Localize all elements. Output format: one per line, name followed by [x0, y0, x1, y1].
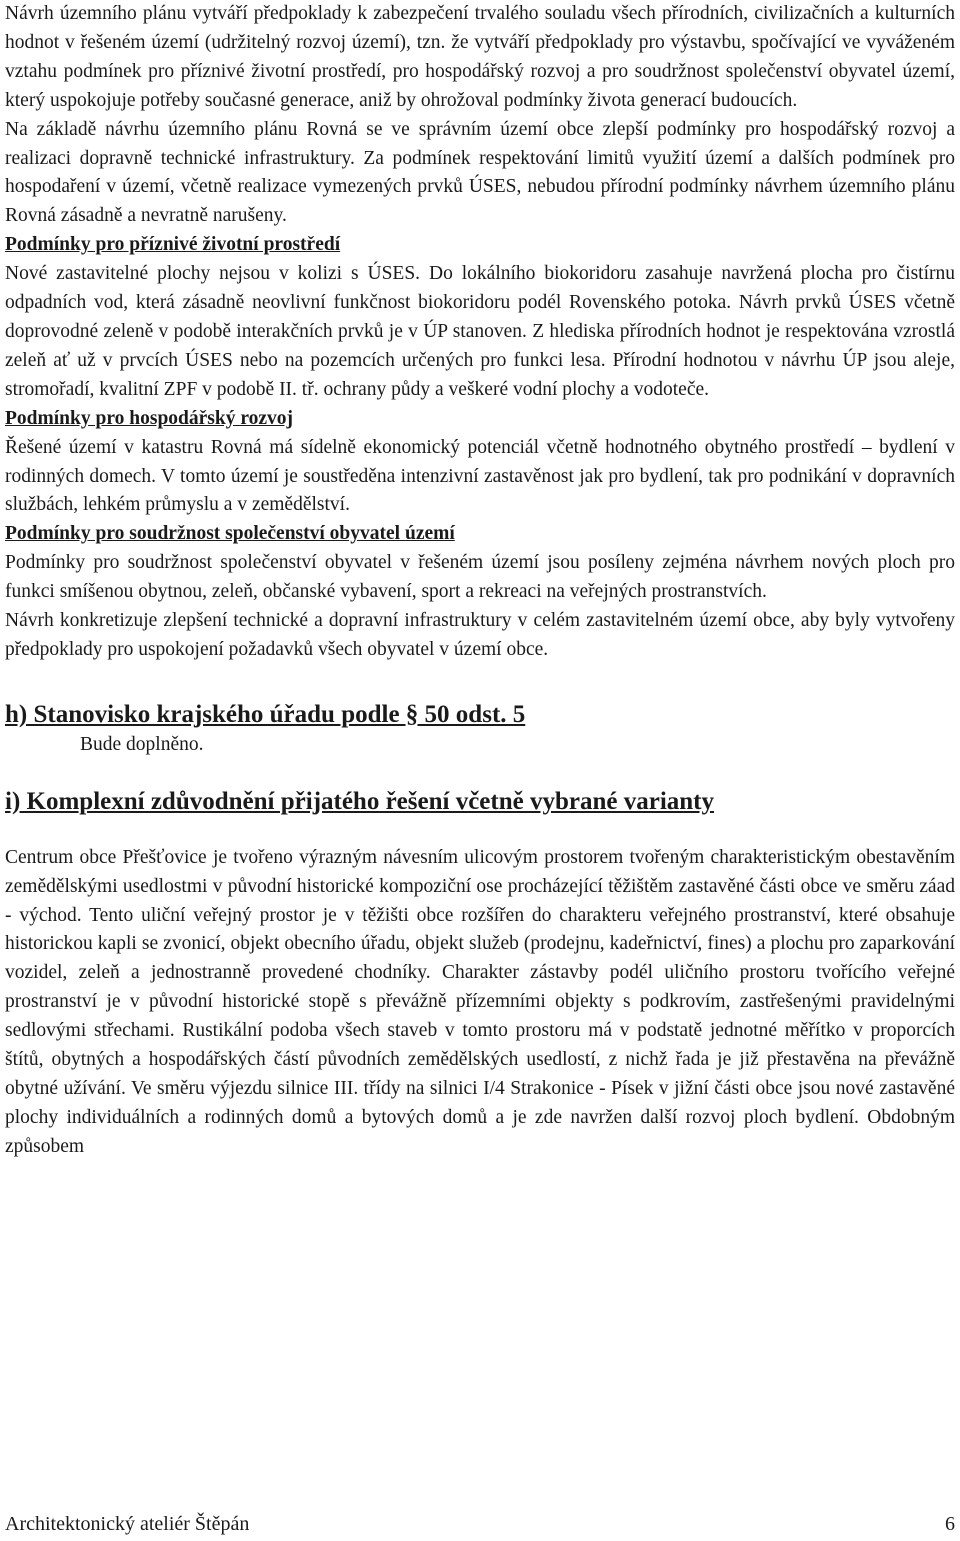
- paragraph-cohesion: Podmínky pro soudržnost společenství obyvatel v řešeném území jsou posíleny zejména návrhem nových ploch pro funkci smíšenou obytnou, zeleň, občanské vybavení, sport a rekreaci na veřejných prostranstvích.: [5, 552, 955, 603]
- page-number: 6: [945, 1513, 955, 1535]
- heading-economy: Podmínky pro hospodářský rozvoj: [5, 407, 294, 429]
- paragraph-sustainable-development: Návrh územního plánu vytváří předpoklady k zabezpečení trvalého souladu všech přírodních, civilizačních a kulturních hodnot v řešeném území (udržitelný rozvoj území), tzn. že vytváří předpoklady pro výstavbu, spočívající ve vyváženém vztahu podmínek pro příznivé životní prostředí, pro hospodářský rozvoj a pro soudržnost společenství obyvatel území, který uspokojuje potřeby současné generace, aniž by ohrožoval podmínky života generací budoucích.: [5, 3, 955, 111]
- paragraph-infrastructure: Návrh konkretizuje zlepšení technické a dopravní infrastruktury v celém zastavitelném území obce, aby byly vytvořeny předpoklady pro uspokojení požadavků všech obyvatel v území obce.: [5, 610, 955, 660]
- note-to-be-completed: Bude doplněno.: [80, 733, 204, 755]
- section-h: [5, 699, 955, 760]
- paragraph-environment: Nové zastavitelné plochy nejsou v kolizi s ÚSES. Do lokálního biokoridoru zasahuje navržená plocha pro čistírnu odpadních vod, která zásadně neovlivní funkčnost biokoridoru podél Rovenského potoka. Návrh prvků ÚSES včetně doprovodné zeleně v podobě interakčních prvků je v ÚP stanoven. Z hlediska přírodních hodnot je respektována vzrostlá zeleň ať už v prvcích ÚSES nebo na pozemcích určených pro funkci lesa. Přírodní hodnotou v návrhu ÚP jsou aleje, stromořadí, kvalitní ZPF v podobě II. tř. ochrany půdy a veškeré vodní plochy a vodoteče.: [5, 263, 955, 400]
- document-body: [5, 0, 955, 1162]
- paragraph-village-center: Centrum obce Přešťovice je tvořeno výrazným návesním ulicovým prostorem tvořeným charakteristickým obestavěním zemědělskými usedlostmi v původní historické kompoziční ose procházející těžištěm zastavěné části obce ve směru záad - východ. Tento uliční veřejný prostor je v těžišti obce rozšířen do charakteru veřejného prostranství, které obsahuje historickou kapli se zvonicí, objekt obecního úřadu, objekt služeb (prodejnu, kadeřnictví, fines) a plochu pro zaparkování vozidel, zeleň a jednostranně provedené chodníky. Charakter zástavby podél uličního prostoru tvořícího veřejné prostranství je v původní historické stopě s převážně přízemními objekty s podkrovím, zastřešenými pravidelnými sedlovými střechami. Rustikální podoba všech staveb v tomto prostoru má v podstatě jednotné měřítko v proporcích štítů, obytných a hospodářských částí původních zemědělských usedlostí, z nichž řada je již přestavěna na převážně obytné užívání. Ve směru výjezdu silnice III. třídy na silnici I/4 Strakonice - Písek v jižní části obce jsou nové zastavěné plochy individuálních a rodinných domů a bytových domů a je zde navržen další rozvoj ploch bydlení. Obdobným způsobem: [5, 846, 955, 1157]
- heading-environment: Podmínky pro příznivé životní prostředí: [5, 234, 341, 256]
- heading-section-i: i) Komplexní zdůvodnění přijatého řešení včetně vybrané varianty: [5, 787, 714, 815]
- section-i-header: [5, 786, 955, 818]
- paragraph-plan-improvements: Na základě návrhu územního plánu Rovná se ve správním území obce zlepší podmínky pro hospodářský rozvoj a realizaci dopravně technické infrastruktury. Za podmínek respektování limitů využití území a dalších podmínek pro hospodaření v území, včetně realizace vymezených prvků ÚSES, nebudou přírodní podmínky návrhem územního plánu Rovná zásadně a nevratně narušeny.: [5, 118, 955, 227]
- heading-section-h: h) Stanovisko krajského úřadu podle § 50 odst. 5: [5, 700, 526, 728]
- heading-cohesion: Podmínky pro soudržnost společenství obyvatel území: [5, 523, 455, 545]
- paragraph-economy: Řešené území v katastru Rovná má sídelně ekonomický potenciál včetně hodnotného obytného prostředí – bydlení v rodinných domech. V tomto území je soustředěna intenzivní zastavěnost jak pro bydlení, tak pro podnikání v dopravních službách, lehkém průmyslu a v zemědělství.: [5, 436, 955, 516]
- footer-studio-name: Architektonický ateliér Štěpán: [5, 1513, 250, 1535]
- page-footer: [5, 1512, 955, 1536]
